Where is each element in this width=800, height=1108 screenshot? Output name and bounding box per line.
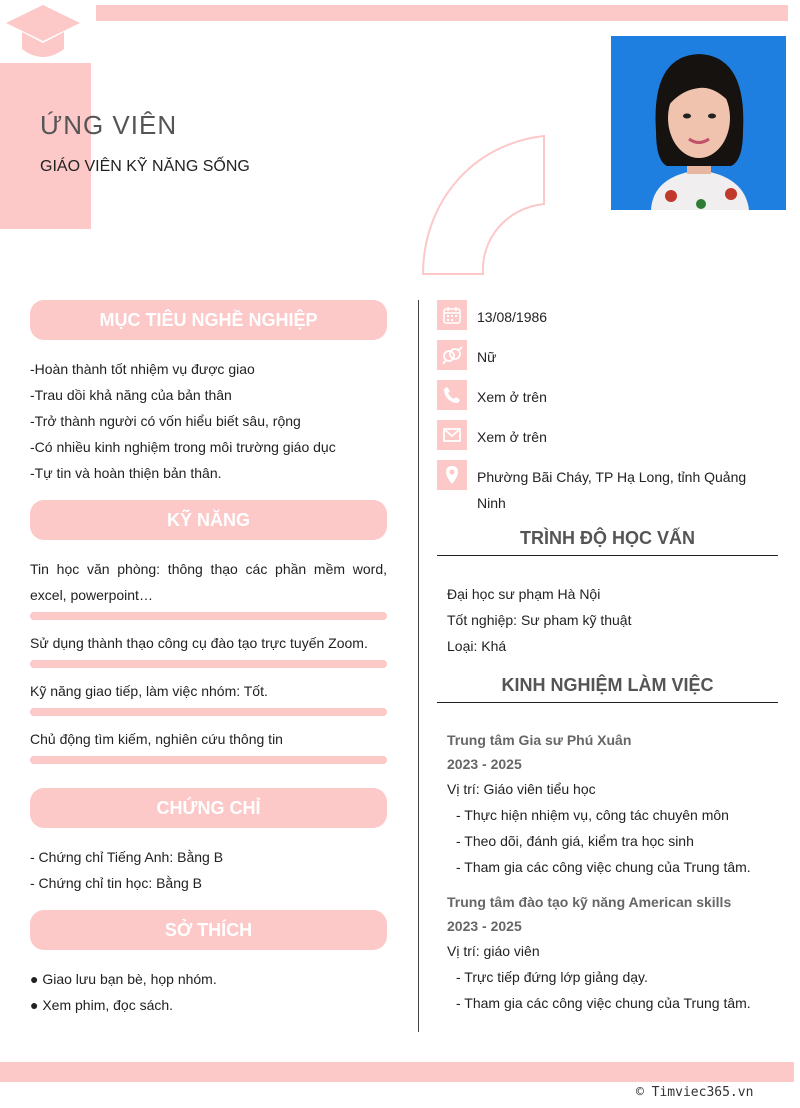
hobbies-list (30, 966, 387, 1018)
skills-heading: KỸ NĂNG (30, 500, 387, 540)
job-task: - Theo dõi, đánh giá, kiểm tra học sinh (456, 833, 694, 849)
list-item: -Có nhiều kinh nghiệm trong môi trường giáo dục (30, 439, 336, 455)
skill-bar (30, 756, 387, 764)
skill-item (30, 556, 387, 608)
gender-value: Nữ (477, 349, 497, 365)
job-task: - Tham gia các công việc chung của Trung tâm. (456, 995, 751, 1011)
job-position: Vị trí: Giáo viên tiểu học (447, 781, 596, 797)
education-grade: Loại: Khá (447, 638, 507, 654)
candidate-photo (611, 36, 786, 210)
column-divider (418, 300, 419, 1032)
skill-text: Kỹ năng giao tiếp, làm việc nhóm: Tốt. (30, 683, 268, 699)
skill-item (30, 726, 387, 752)
skill-bar (30, 708, 387, 716)
job-period: 2023 - 2025 (447, 918, 522, 934)
email-icon (437, 420, 467, 450)
skill-bar (30, 612, 387, 620)
job-title: GIÁO VIÊN KỸ NĂNG SỐNG (40, 158, 250, 175)
education-list (447, 581, 787, 659)
calendar-icon (437, 300, 467, 330)
experience-heading: KINH NGHIỆM LÀM VIỆC (437, 675, 778, 703)
candidate-name: ỨNG VIÊN (40, 110, 178, 140)
phone-icon (437, 380, 467, 410)
address-value: Phường Bãi Cháy, TP Hạ Long, tỉnh Quảng Ninh (477, 469, 747, 511)
list-item: - Chứng chỉ tin học: Bằng B (30, 875, 203, 891)
objective-heading: MỤC TIÊU NGHỀ NGHIỆP (30, 300, 387, 340)
skill-bar (30, 660, 387, 668)
education-school: Đại học sư phạm Hà Nội (447, 586, 601, 602)
location-icon (437, 460, 467, 490)
certificates-heading: CHỨNG CHỈ (30, 788, 387, 828)
hobbies-heading: SỞ THÍCH (30, 910, 387, 950)
experience-job-1 (447, 728, 787, 880)
skill-item (30, 678, 387, 704)
skill-text: Chủ động tìm kiếm, nghiên cứu thông tin (30, 731, 283, 747)
job-position: Vị trí: giáo viên (447, 943, 540, 959)
gender-icon (437, 340, 467, 370)
list-item: -Trở thành người có vốn hiểu biết sâu, rộng (30, 413, 301, 429)
list-item: - Chứng chỉ Tiếng Anh: Bằng B (30, 849, 224, 865)
education-heading: TRÌNH ĐỘ HỌC VẤN (437, 528, 778, 556)
list-item: ● Giao lưu bạn bè, họp nhóm. (30, 971, 217, 987)
email-value: Xem ở trên (477, 429, 547, 445)
bottom-decor-bar (0, 1062, 794, 1082)
top-decor-bar (96, 5, 788, 21)
education-graduation: Tốt nghiệp: Sư pham kỹ thuật (447, 612, 632, 628)
experience-job-2 (447, 890, 787, 1016)
birthday-value: 13/08/1986 (477, 309, 548, 325)
skill-text: Sử dụng thành thạo công cụ đào tạo trực tuyến Zoom. (30, 635, 368, 651)
skill-item (30, 630, 387, 656)
graduation-cap-icon (4, 3, 82, 61)
decor-arc (421, 134, 546, 276)
job-task: - Thực hiện nhiệm vụ, công tác chuyên môn (456, 807, 729, 823)
job-task: - Trực tiếp đứng lớp giảng dạy. (456, 969, 648, 985)
job-period: 2023 - 2025 (447, 756, 522, 772)
job-task: - Tham gia các công việc chung của Trung tâm. (456, 859, 751, 875)
list-item: -Trau dồi khả năng của bản thân (30, 387, 232, 403)
list-item: -Hoàn thành tốt nhiệm vụ được giao (30, 361, 255, 377)
objective-list (30, 356, 387, 486)
certificates-list (30, 844, 387, 896)
copyright-text: © Timviec365.vn (636, 1085, 754, 1100)
left-decor-block (0, 63, 91, 229)
list-item: ● Xem phim, đọc sách. (30, 997, 174, 1013)
skill-text: Tin học văn phòng: thông thạo các phần mềm word, excel, powerpoint… (30, 561, 387, 603)
job-company: Trung tâm Gia sư Phú Xuân (447, 732, 632, 748)
list-item: -Tự tin và hoàn thiện bản thân. (30, 465, 222, 481)
phone-value: Xem ở trên (477, 389, 547, 405)
job-company: Trung tâm đào tạo kỹ năng American skills (447, 894, 732, 910)
